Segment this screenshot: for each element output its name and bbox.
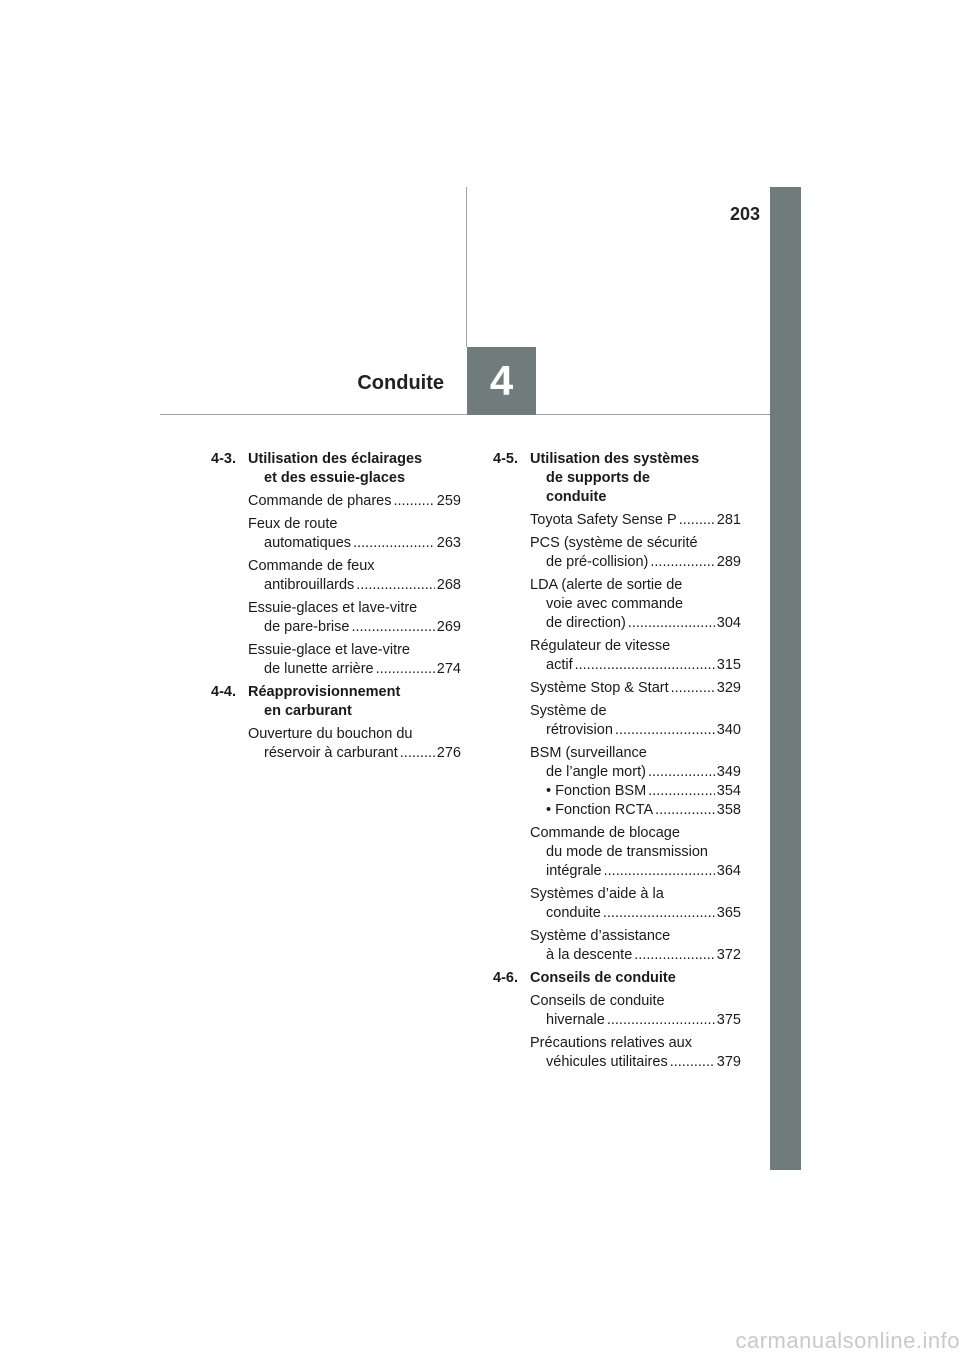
entry-text: Conseils de conduite [530,993,665,1009]
toc-entry-assistance-descente[interactable] [530,927,741,965]
entry-text: Toyota Safety Sense P [530,512,677,528]
section-title-line: Réapprovisionnement [248,684,401,700]
toc-entry-vehicules-utilitaires[interactable] [530,1034,741,1072]
horizontal-rule [160,414,770,415]
entry-text: hivernale [546,1012,605,1028]
entry-page: 268 [436,577,461,593]
toc-left-column [211,450,461,767]
entry-page: 329 [716,680,741,696]
entry-text: PCS (système de sécurité [530,535,698,551]
entry-text: rétrovision [546,722,613,738]
toc-entry-feux-de-route[interactable] [248,515,461,553]
entry-text: du mode de transmission [546,844,708,860]
toc-entry-toyota-safety-sense[interactable] [530,511,741,530]
toc-entry-essuie-glaces-pare-brise[interactable] [248,599,461,637]
toc-entry-retrovision[interactable] [530,702,741,740]
toc-entry-aide-conduite[interactable] [530,885,741,923]
entry-text: Commande de blocage [530,825,680,841]
entry-text: intégrale [546,863,602,879]
section-title-line: en carburant [264,703,352,719]
entry-page: 379 [716,1054,741,1070]
entry-text: Systèmes d’aide à la [530,886,664,902]
toc-entry-bsm[interactable] [530,744,741,782]
entry-text: Commande de feux [248,558,375,574]
entry-text: Essuie-glaces et lave-vitre [248,600,418,616]
toc-subentry-fonction-bsm[interactable] [530,782,741,801]
entry-text: à la descente [546,947,633,963]
entry-text: véhicules utilitaires [546,1054,668,1070]
entry-text: Feux de route [248,516,338,532]
section-number: 4-6. [493,970,518,986]
entry-page: 315 [716,657,741,673]
entry-page: 276 [436,745,461,761]
chapter-side-tab [770,187,801,1170]
section-title-line: conduite [546,489,607,505]
page-number: 203 [729,204,760,224]
entry-text: BSM (surveillance [530,745,647,761]
watermark: carmanualsonline.info [735,1328,960,1353]
toc-entry-pcs[interactable] [530,534,741,572]
entry-page: 375 [716,1012,741,1028]
toc-entry-commande-de-phares[interactable] [248,492,461,511]
entry-text: • Fonction RCTA [546,802,654,818]
chapter-title: Conduite [357,372,444,394]
chapter-number-box: 4 [467,347,536,415]
entry-page: 274 [436,661,461,677]
entry-text: Régulateur de vitesse [530,638,671,654]
section-title-line: de supports de [546,470,650,486]
section-title-line: et des essuie-glaces [264,470,406,486]
entry-text: antibrouillards [264,577,355,593]
entry-page: 358 [716,802,741,818]
section-number: 4-5. [493,451,518,467]
entry-text: Système Stop & Start [530,680,669,696]
toc-right-column [493,450,741,1076]
entry-page: 364 [716,863,741,879]
toc-entry-blocage-transmission[interactable] [530,824,741,881]
section-title-line: Utilisation des systèmes [530,451,700,467]
toc-entry-regulateur-vitesse[interactable] [530,637,741,675]
entry-text: automatiques [264,535,352,551]
toc-entry-essuie-glace-lunette-arriere[interactable] [248,641,461,679]
entry-text: Système de [530,703,607,719]
section-number: 4-4. [211,684,236,700]
entry-page: 259 [436,493,461,509]
section-title [248,683,461,721]
section-title [530,450,741,507]
section-title [248,450,461,488]
entry-page: 365 [716,905,741,921]
toc-subentry-fonction-rcta[interactable] [530,801,741,820]
toc-entry-conduite-hivernale[interactable] [530,992,741,1030]
toc-entry-feux-antibrouillards[interactable] [248,557,461,595]
toc-entry-stop-start[interactable] [530,679,741,698]
vertical-rule [466,187,467,347]
section-4-4[interactable] [211,683,461,721]
section-4-3[interactable] [211,450,461,488]
entry-text: de lunette arrière [264,661,374,677]
entry-text: voie avec commande [546,596,684,612]
entry-text: conduite [546,905,601,921]
entry-page: 340 [716,722,741,738]
entry-page: 304 [716,615,741,631]
entry-text: Ouverture du bouchon du [248,726,413,742]
entry-page: 289 [716,554,741,570]
entry-text: Système d’assistance [530,928,671,944]
section-title-line: Utilisation des éclairages [248,451,423,467]
entry-page: 349 [716,764,741,780]
entry-text: réservoir à carburant [264,745,398,761]
section-4-5[interactable] [493,450,741,507]
entry-page: 372 [716,947,741,963]
entry-text: LDA (alerte de sortie de [530,577,683,593]
entry-text: de pare-brise [264,619,350,635]
section-number: 4-3. [211,451,236,467]
entry-text: de l’angle mort) [546,764,646,780]
entry-page: 263 [436,535,461,551]
toc-entry-bouchon-reservoir[interactable] [248,725,461,763]
entry-text: Essuie-glace et lave-vitre [248,642,410,658]
entry-text: de direction) [546,615,626,631]
section-title-line: Conseils de conduite [530,970,676,986]
entry-text: Précautions relatives aux [530,1035,692,1051]
entry-text: actif [546,657,573,673]
section-title [530,969,741,988]
toc-entry-lda[interactable] [530,576,741,633]
entry-page: 269 [436,619,461,635]
entry-page: 354 [716,783,741,799]
entry-page: 281 [716,512,741,528]
entry-text: • Fonction BSM [546,783,647,799]
entry-text: Commande de phares [248,493,392,509]
section-4-6[interactable] [493,969,741,988]
entry-text: de pré-collision) [546,554,649,570]
